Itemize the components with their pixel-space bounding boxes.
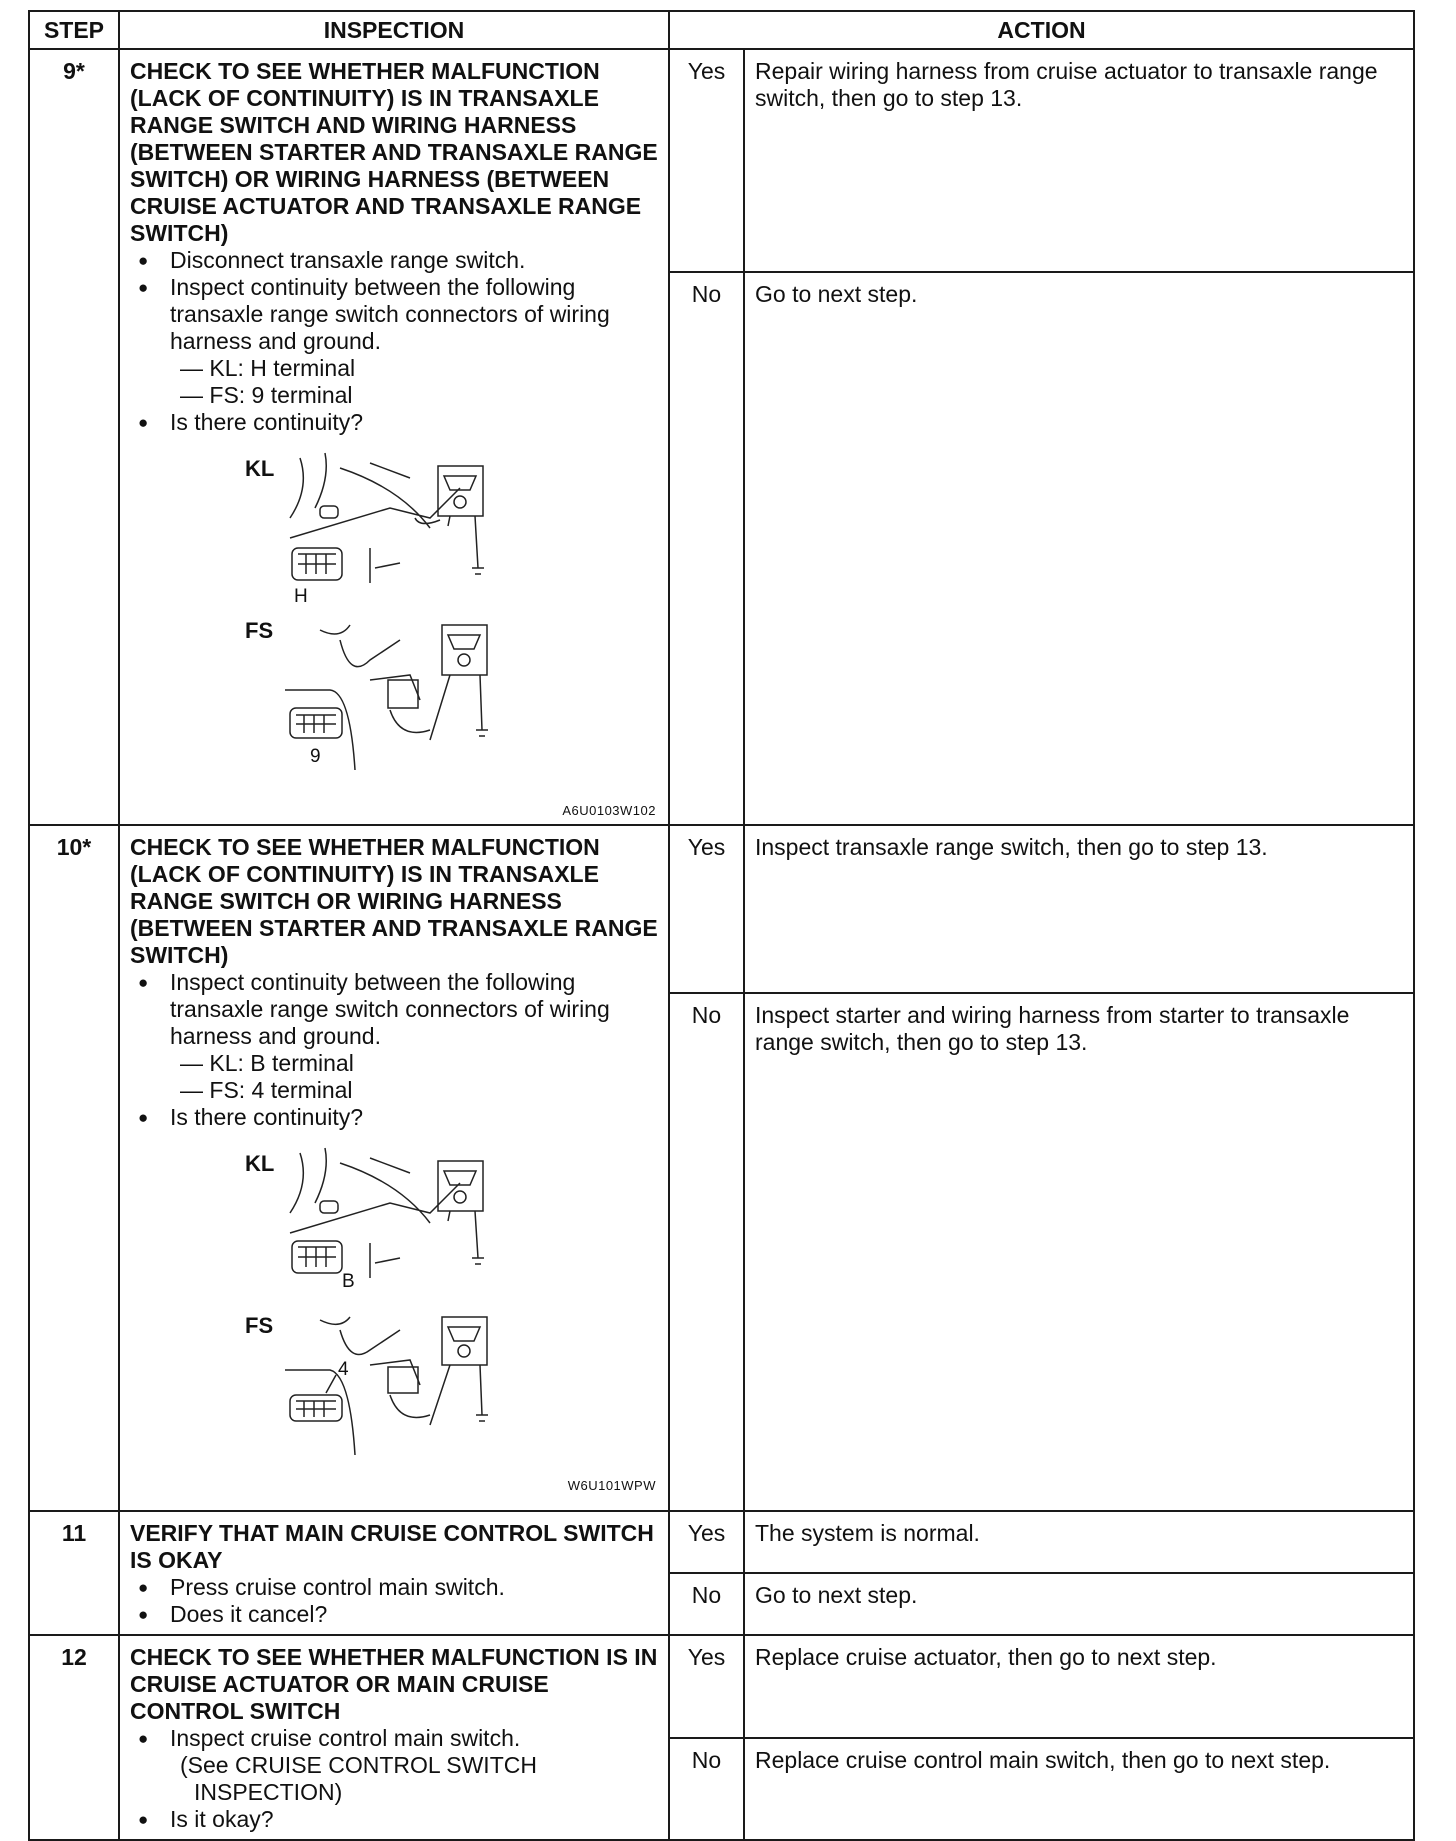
step-number: 9* bbox=[29, 49, 119, 825]
sub-item: — KL: B terminal bbox=[180, 1050, 354, 1076]
bullet-note: INSPECTION) bbox=[194, 1779, 343, 1805]
yes-label: Yes bbox=[669, 49, 744, 272]
sub-item: — FS: 9 terminal bbox=[180, 382, 353, 408]
header-action: ACTION bbox=[669, 11, 1414, 49]
header-inspection: INSPECTION bbox=[119, 11, 669, 49]
figure-terminal-fs: 4 bbox=[338, 1359, 349, 1380]
inspection-heading: CHECK TO SEE WHETHER MALFUNCTION (LACK OF CONTINUITY) IS IN TRANSAXLE RANGE SWITCH OR WIRING HARNESS (BETWEEN STARTER AND TRANSAXLE RANGE SWITCH) bbox=[130, 834, 658, 968]
inspection-bullets bbox=[130, 1725, 660, 1833]
yes-action: Replace cruise actuator, then go to next step. bbox=[744, 1635, 1414, 1738]
inspection-table bbox=[28, 10, 1415, 1841]
yes-label: Yes bbox=[669, 1635, 744, 1738]
figure-terminal-fs: 9 bbox=[310, 746, 321, 767]
kl-connector-illustration bbox=[280, 448, 530, 608]
no-label: No bbox=[669, 993, 744, 1511]
bullet-text: Inspect continuity between the following transaxle range switch connectors of wiring harness and ground. bbox=[170, 969, 610, 1049]
no-action: Inspect starter and wiring harness from starter to transaxle range switch, then go to step 13. bbox=[744, 993, 1414, 1511]
no-label: No bbox=[669, 1573, 744, 1635]
no-action: Go to next step. bbox=[744, 1573, 1414, 1635]
table-row bbox=[29, 1511, 1414, 1573]
inspection-bullets bbox=[130, 1574, 660, 1628]
inspection-cell bbox=[119, 1635, 669, 1840]
step-number: 10* bbox=[29, 825, 119, 1511]
yes-action: Repair wiring harness from cruise actuator to transaxle range switch, then go to step 13. bbox=[744, 49, 1414, 272]
bullet-item: ● Does it cancel? bbox=[130, 1601, 660, 1628]
inspection-cell bbox=[119, 49, 669, 825]
table-row bbox=[29, 49, 1414, 272]
figure-label-fs: FS bbox=[245, 618, 274, 643]
inspection-bullets bbox=[130, 247, 660, 436]
inspection-cell bbox=[119, 825, 669, 1511]
header-step: STEP bbox=[29, 11, 119, 49]
sub-item: — KL: H terminal bbox=[180, 355, 356, 381]
bullet-text: Inspect cruise control main switch. bbox=[170, 1725, 521, 1751]
yes-action: Inspect transaxle range switch, then go to step 13. bbox=[744, 825, 1414, 993]
bullet-item bbox=[130, 969, 660, 1104]
inspection-heading: CHECK TO SEE WHETHER MALFUNCTION IS IN CRUISE ACTUATOR OR MAIN CRUISE CONTROL SWITCH bbox=[130, 1644, 658, 1724]
no-action: Go to next step. bbox=[744, 272, 1414, 825]
figure-code: A6U0103W102 bbox=[562, 803, 656, 818]
figure-terminal-kl: B bbox=[342, 1271, 355, 1292]
yes-label: Yes bbox=[669, 825, 744, 993]
bullet-item bbox=[130, 1725, 660, 1806]
bullet-item: ● Is there continuity? bbox=[130, 409, 660, 436]
bullet-item: ● Is it okay? bbox=[130, 1806, 660, 1833]
bullet-item: ● Is there continuity? bbox=[130, 1104, 660, 1131]
inspection-heading: CHECK TO SEE WHETHER MALFUNCTION (LACK OF CONTINUITY) IS IN TRANSAXLE RANGE SWITCH AND WIRING HARNESS (BETWEEN STARTER AND TRANSAXLE RANGE SWITCH) OR WIRING HARNESS (BETWEEN CRUISE ACTUATOR AND TRANSAXLE RANGE SWITCH) bbox=[130, 58, 658, 246]
yes-label: Yes bbox=[669, 1511, 744, 1573]
inspection-cell bbox=[119, 1511, 669, 1635]
bullet-text: Inspect continuity between the following transaxle range switch connectors of wiring harness and ground. bbox=[170, 274, 610, 354]
no-label: No bbox=[669, 272, 744, 825]
bullet-item: ● Press cruise control main switch. bbox=[130, 1574, 660, 1601]
bullet-item bbox=[130, 274, 660, 409]
figure-label-fs: FS bbox=[245, 1313, 274, 1338]
yes-action: The system is normal. bbox=[744, 1511, 1414, 1573]
bullet-note: (See CRUISE CONTROL SWITCH bbox=[180, 1752, 537, 1778]
no-action: Replace cruise control main switch, then go to next step. bbox=[744, 1738, 1414, 1841]
connector-figure bbox=[130, 448, 660, 818]
sub-item: — FS: 4 terminal bbox=[180, 1077, 353, 1103]
figure-label-kl: KL bbox=[245, 1151, 275, 1176]
kl-connector-illustration bbox=[280, 1143, 530, 1293]
table-row bbox=[29, 1635, 1414, 1738]
figure-label-kl: KL bbox=[245, 456, 275, 481]
step-number: 12 bbox=[29, 1635, 119, 1840]
no-label: No bbox=[669, 1738, 744, 1841]
figure-terminal-kl: H bbox=[294, 586, 308, 607]
figure-code: W6U101WPW bbox=[567, 1478, 656, 1493]
inspection-bullets bbox=[130, 969, 660, 1131]
connector-figure bbox=[130, 1143, 660, 1493]
table-header-row bbox=[29, 11, 1414, 49]
inspection-heading: VERIFY THAT MAIN CRUISE CONTROL SWITCH IS OKAY bbox=[130, 1520, 654, 1573]
table-row bbox=[29, 825, 1414, 993]
fs-connector-illustration bbox=[280, 1315, 530, 1455]
bullet-item: ● Disconnect transaxle range switch. bbox=[130, 247, 660, 274]
step-number: 11 bbox=[29, 1511, 119, 1635]
